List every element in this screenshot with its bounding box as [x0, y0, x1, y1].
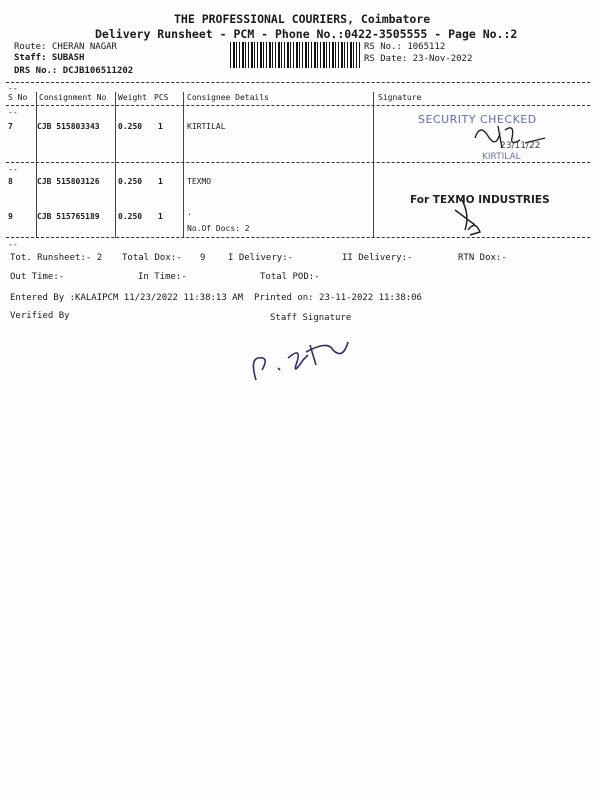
col-header-pcs: PCS — [154, 93, 169, 102]
texmo-signature-icon — [440, 190, 500, 240]
col-divider — [115, 92, 116, 238]
dash-marker: -- — [8, 165, 18, 174]
row-details: KIRTILAL — [187, 122, 226, 131]
table-top-rule — [6, 82, 590, 83]
dash-marker: -- — [8, 108, 18, 117]
security-checked-stamp: SECURITY CHECKED — [418, 113, 537, 126]
staff-label: Staff: SUBASH — [14, 53, 85, 63]
in-time: In Time:- — [138, 272, 187, 282]
rs-number: RS No.: 1065112 — [364, 42, 446, 52]
total-pod: Total POD:- — [260, 272, 320, 282]
route-label: Route: CHERAN NAGAR — [14, 42, 117, 52]
rs-date: RS Date: 23-Nov-2022 — [364, 54, 473, 64]
col-divider — [183, 92, 184, 238]
total-dox-value: 9 — [200, 253, 206, 263]
rtn-dox: RTN Dox:- — [458, 253, 507, 263]
staff-signature-label: Staff Signature — [270, 313, 352, 323]
row-details: . — [187, 208, 192, 217]
i-delivery: I Delivery:- — [228, 253, 294, 263]
row-pcs: 1 — [158, 122, 163, 131]
staff-signature-icon — [248, 330, 358, 390]
header-rule — [6, 105, 590, 106]
tot-runsheet: Tot. Runsheet:- 2 — [10, 253, 103, 263]
col-header-weight: Weight — [118, 93, 147, 102]
ii-delivery: II Delivery:- — [342, 253, 413, 263]
security-stamp-date: 23/11/22 — [500, 141, 541, 151]
col-header-consignment: Consignment No — [39, 93, 107, 102]
col-header-signature: Signature — [378, 93, 422, 102]
verified-by: Verified By — [10, 311, 70, 321]
out-time: Out Time:- — [10, 272, 65, 282]
row-consignment: CJB 515803343 — [37, 122, 100, 131]
row-sno: 8 — [8, 177, 13, 186]
dash-marker: -- — [8, 240, 18, 249]
printed-on: Printed on: 23-11-2022 11:38:06 — [254, 293, 422, 303]
row-rule — [6, 162, 590, 163]
row-sno: 7 — [8, 122, 13, 131]
row-pcs: 1 — [158, 212, 163, 221]
texmo-stamp: For TEXMO INDUSTRIES — [410, 194, 550, 206]
row-details: TEXMO — [187, 177, 212, 186]
no-of-docs: No.Of Docs: 2 — [187, 224, 250, 233]
row-weight: 0.250 — [118, 212, 143, 221]
row-sno: 9 — [8, 212, 13, 221]
col-header-sno: S No — [8, 93, 28, 102]
barcode — [230, 42, 360, 68]
row-weight: 0.250 — [118, 177, 143, 186]
row-consignment: CJB 515765189 — [37, 212, 100, 221]
total-dox-label: Total Dox:- — [122, 253, 182, 263]
dash-marker: -- — [8, 84, 18, 93]
security-signature-icon — [470, 118, 550, 158]
security-stamp-name: KIRTILAL — [482, 152, 521, 162]
company-title: THE PROFESSIONAL COURIERS, Coimbatore — [174, 12, 431, 26]
runsheet-subtitle: Delivery Runsheet - PCM - Phone No.:0422-3505555 - Page No.:2 — [95, 27, 518, 41]
drs-number: DRS No.: DCJB106511202 — [14, 66, 134, 76]
col-divider — [373, 92, 374, 238]
col-header-consignee: Consignee Details — [187, 93, 269, 102]
row-pcs: 1 — [158, 177, 163, 186]
row-consignment: CJB 515803126 — [37, 177, 100, 186]
table-bottom-rule — [6, 237, 590, 238]
row-weight: 0.250 — [118, 122, 143, 131]
entered-by: Entered By :KALAIPCM 11/23/2022 11:38:13 AM — [10, 293, 243, 303]
